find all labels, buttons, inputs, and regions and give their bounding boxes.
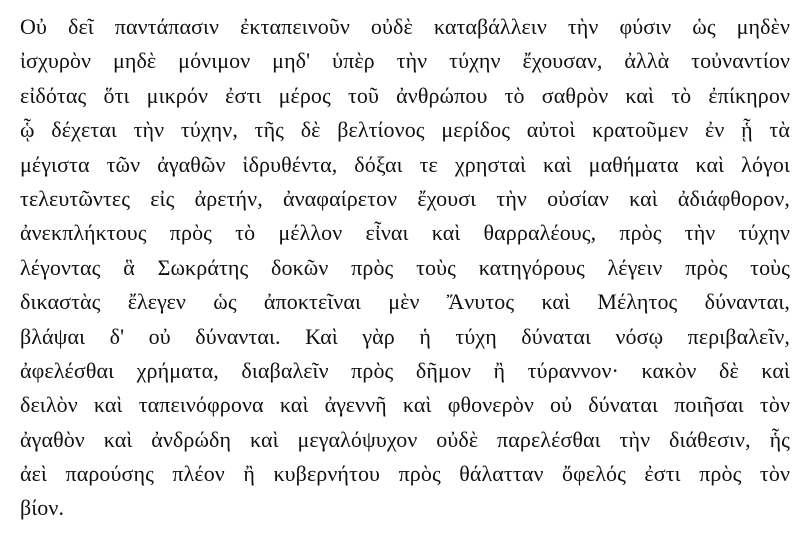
- text-line: μέγιστα τῶν ἀγαθῶν ἱδρυθέντα, δόξαι τε χρησταὶ καὶ μαθήματα καὶ λόγοι: [20, 151, 790, 177]
- text-line: ἀγαθὸν καὶ ἀνδρώδη καὶ μεγαλόψυχον οὐδὲ παρελέσθαι τὴν διάθεσιν, ἧς: [20, 426, 790, 452]
- text-line: Οὐ δεῖ παντάπασιν ἐκταπεινοῦν οὐδὲ καταβάλλειν τὴν φύσιν ὡς μηδὲν: [20, 14, 790, 39]
- text-line: ἀφελέσθαι χρήματα, διαβαλεῖν πρὸς δῆμον ἢ τύραννον· κακὸν δὲ καὶ: [20, 357, 790, 383]
- text-line-last: βίον.: [20, 495, 65, 521]
- text-line: δειλὸν καὶ ταπεινόφρονα καὶ ἀγεννῆ καὶ φθονερὸν οὐ δύναται ποιῆσαι τὸν: [20, 392, 790, 418]
- text-line: βλάψαι δ' οὐ δύνανται. Καὶ γὰρ ἡ τύχη δύναται νόσῳ περιβαλεῖν,: [20, 323, 790, 349]
- text-line: εἰδότας ὅτι μικρόν ἐστι μέρος τοῦ ἀνθρώπου τὸ σαθρὸν καὶ τὸ ἐπίκηρον: [20, 82, 790, 108]
- text-line: ἰσχυρὸν μηδὲ μόνιμον μηδ' ὑπὲρ τὴν τύχην ἔχουσαν, ἀλλὰ τοὐναντίον: [20, 48, 790, 74]
- text-line: ἀεὶ παρούσης πλέον ἢ κυβερνήτου πρὸς θάλατταν ὄφελός ἐστι πρὸς τὸν: [20, 461, 790, 487]
- text-line: λέγοντας ἃ Σωκράτης δοκῶν πρὸς τοὺς κατηγόρους λέγειν πρὸς τοὺς: [20, 254, 790, 280]
- text-line: δικαστὰς ἔλεγεν ὡς ἀποκτεῖναι μὲν Ἄνυτος καὶ Μέλητος δύνανται,: [20, 289, 790, 315]
- text-line: ἀνεκπλήκτους πρὸς τὸ μέλλον εἶναι καὶ θαρραλέους, πρὸς τὴν τύχην: [20, 220, 790, 246]
- text-line: ᾧ δέχεται τὴν τύχην, τῆς δὲ βελτίονος μερίδος αὐτοὶ κρατοῦμεν ἐν ᾗ τὰ: [20, 117, 790, 143]
- document-page: [20, 10, 790, 526]
- text-line: τελευτῶντες εἰς ἀρετήν, ἀναφαίρετον ἔχουσι τὴν οὐσίαν καὶ ἀδιάφθορον,: [20, 185, 790, 211]
